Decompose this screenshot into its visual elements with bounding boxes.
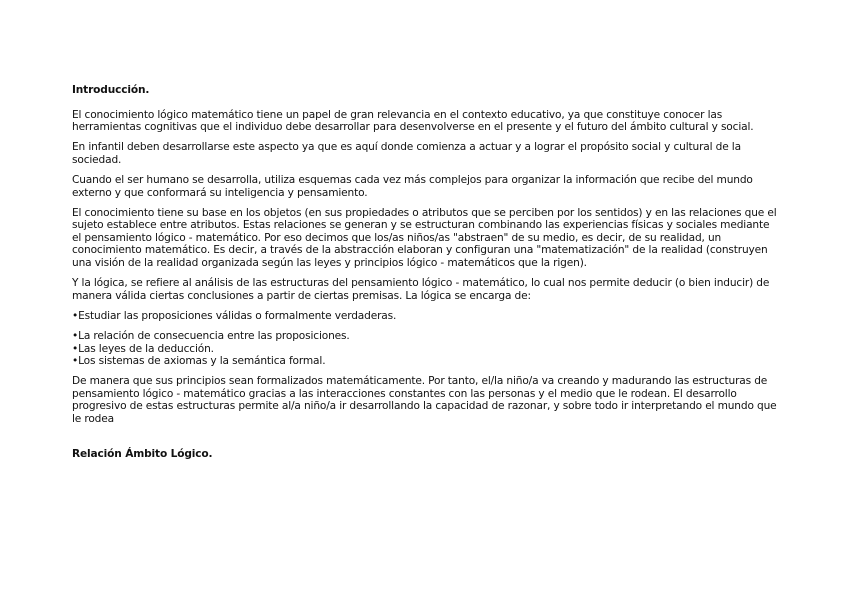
bullet-item-leyes: •Las leyes de la deducción. — [72, 342, 214, 355]
paragraph-3: Cuando el ser humano se desarrolla, utiliza esquemas cada vez más complejos para organizar la información que recibe del mundo externo y que conformará su inteligencia y pensamiento. — [72, 173, 753, 199]
paragraph-5: Y la lógica, se refiere al análisis de las estructuras del pensamiento lógico - matemático, lo cual nos permite deducir (o bien inducir) de manera válida ciertas conclusiones a partir de ciertas premisas. La lógica se encarga de: — [72, 277, 770, 302]
paragraph-4: El conocimiento tiene su base en los objetos (en sus propiedades o atributos que se perciben por los sentidos) y en las relaciones que el sujeto establece entre atributos. Estas relaciones se generan y se estructuran combinando las experiencias físicas y sociales mediante el pensamiento lógico - matemático. Por eso decimos que los/as niños/as "abstraen" de su medio, es decir, de su realidad, un conocimiento matemático. Es decir, a través de la abstracción elaboran y configuran una "matematización" de la realidad (construyen una visión de la realidad organizada según las leyes y principios lógico - matemáticos que la rigen). — [72, 206, 777, 270]
heading-relacion-ambito-logico: Relación Ámbito Lógico. — [72, 447, 213, 460]
paragraph-1: El conocimiento lógico matemático tiene un papel de gran relevancia en el contexto educativo, ya que constituye conocer las herramientas cognitivas que el individuo debe desarrollar para desenvolverse en el presente y el futuro del ámbito cultural y social. — [72, 108, 754, 134]
bullet-item-relacion: •La relación de consecuencia entre las proposiciones. — [72, 329, 350, 342]
heading-introduccion: Introducción. — [72, 84, 150, 96]
bullet-item-estudiar: •Estudiar las proposiciones válidas o formalmente verdaderas. — [72, 309, 397, 322]
paragraph-closing: De manera que sus principios sean formalizados matemáticamente. Por tanto, el/la niño/a va creando y madurando las estructuras de pensamiento lógico - matemático gracias a las interacciones constantes con las personas y el medio que le rodean. El desarrollo progresivo de estas estructuras permite al/a niño/a ir desarrollando la capacidad de razonar, y sobre todo ir interpretando el mundo que le rodea — [72, 375, 777, 425]
bullet-list — [72, 330, 777, 368]
document-page — [72, 84, 777, 472]
bullet-item-sistemas: •Los sistemas de axiomas y la semántica formal. — [72, 355, 326, 368]
paragraph-2: En infantil deben desarrollarse este aspecto ya que es aquí donde comienza a actuar y a lograr el propósito social y cultural de la sociedad. — [72, 141, 741, 166]
